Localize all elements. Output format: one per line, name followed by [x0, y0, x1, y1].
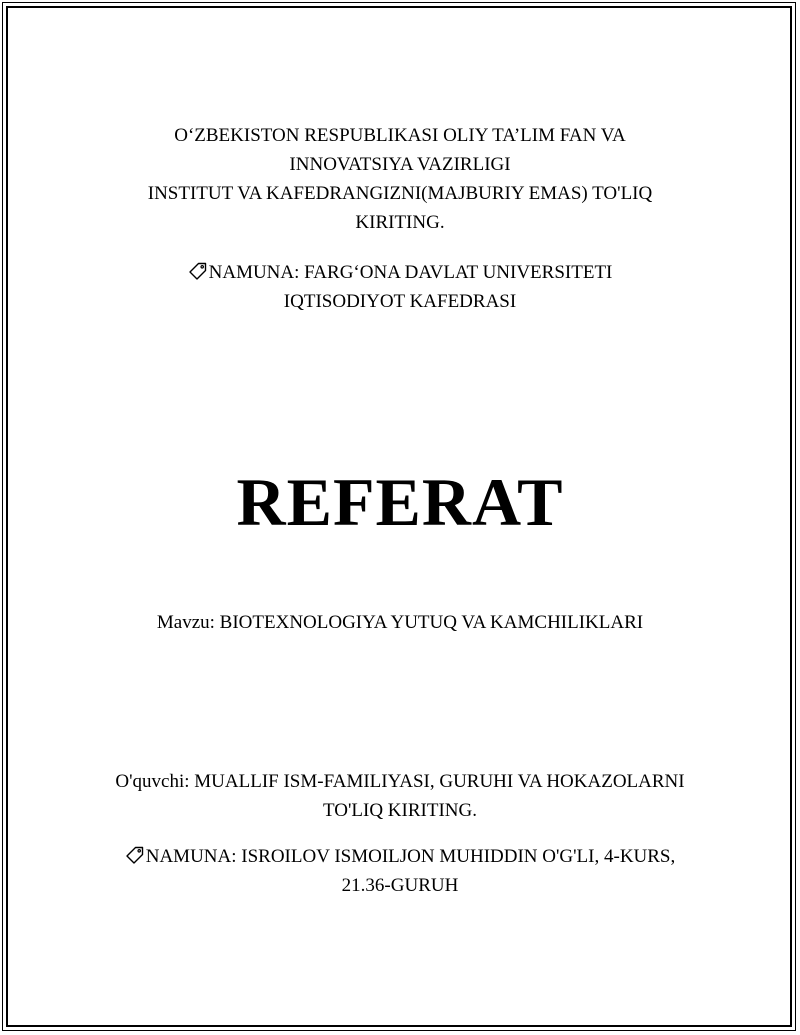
ministry-line-2: INNOVATSIYA VAZIRLIGI [289, 154, 511, 175]
institution-sample-line-2: IQTISODIYOT KAFEDRASI [283, 291, 517, 312]
instruction-line-2: KIRITING. [355, 212, 445, 233]
instruction-line-1: INSTITUT VA KAFEDRANGIZNI(MAJBURIY EMAS) TO'LIQ [147, 183, 653, 204]
student-sample [0, 842, 800, 900]
student-sample-line-2: 21.36-GURUH [341, 875, 459, 896]
institution-sample [0, 258, 800, 316]
student-sample-line-1 [0, 842, 800, 871]
tag-icon [188, 261, 208, 281]
institution-sample-text-1: NAMUNA: FARG‘ONA DAVLAT UNIVERSITETI [208, 262, 613, 283]
ministry-line-1: O‘ZBEKISTON RESPUBLIKASI OLIY TA’LIM FAN VA [174, 125, 626, 146]
student-line-2: TO'LIQ KIRITING. [323, 800, 477, 821]
student-line-1: O'quvchi: MUALLIF ISM-FAMILIYASI, GURUHI VA HOKAZOLARNI [115, 771, 685, 792]
topic-text: Mavzu: BIOTEXNOLOGIYA YUTUQ VA KAMCHILIKLARI [156, 612, 644, 633]
student-sample-text-1: NAMUNA: ISROILOV ISMOILJON MUHIDDIN O'G'LI, 4-KURS, [145, 846, 676, 867]
institution-sample-line-1 [0, 258, 800, 287]
ministry-header [0, 121, 800, 237]
tag-icon [125, 845, 145, 865]
topic-block [0, 608, 800, 637]
document-title: REFERAT [236, 464, 564, 540]
student-block [0, 767, 800, 825]
